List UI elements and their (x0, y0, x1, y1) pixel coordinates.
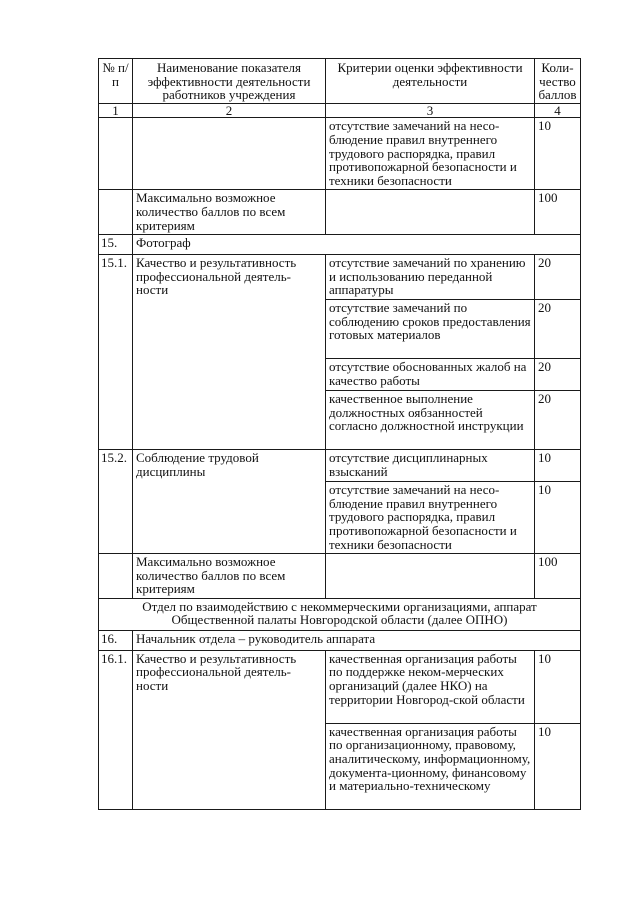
empty-cell (326, 554, 535, 599)
score-cell: 20 (535, 300, 581, 359)
department-title: Отдел по взаимодействию с некоммерческими организациями, аппарат Общественной палаты Новгородской области (далее ОПНО) (99, 598, 581, 630)
score-cell: 10 (535, 482, 581, 554)
criterion-cell: качественное выполнение должностных оябзанностей согласно должностной инструкции (326, 391, 535, 450)
criterion-cell: отсутствие дисциплинарных взысканий (326, 450, 535, 482)
department-row (99, 598, 581, 630)
item-number: 16.1. (99, 650, 133, 809)
criterion-cell: отсутствие замечаний на несо-блюдение правил внутреннего трудового распорядка, правил противопожарной безопасности и техники безопасности (326, 118, 535, 190)
table-row (99, 650, 581, 723)
score-cell: 100 (535, 554, 581, 599)
header-row (99, 59, 581, 104)
indicator-cell: Соблюдение трудовой дисциплины (133, 450, 326, 554)
empty-cell (99, 190, 133, 235)
header-indicator: Наименование показателя эффективности деятельности работников учреждения (133, 59, 326, 104)
table-row (99, 118, 581, 190)
score-cell: 100 (535, 190, 581, 235)
item-number: 15.2. (99, 450, 133, 554)
section-number: 15. (99, 235, 133, 255)
indicator-cell: Качество и результативность профессиональной деятель-ности (133, 650, 326, 809)
empty-cell (133, 118, 326, 190)
empty-cell (99, 118, 133, 190)
section-number: 16. (99, 630, 133, 650)
criterion-cell: отсутствие обоснованных жалоб на качество работы (326, 359, 535, 391)
item-number: 15.1. (99, 255, 133, 450)
score-cell: 10 (535, 118, 581, 190)
table-row (99, 554, 581, 599)
criterion-cell: отсутствие замечаний на несо-блюдение правил внутреннего трудового распорядка, правил противопожарной безопасности и техники безопасности (326, 482, 535, 554)
header-score: Коли-чество баллов (535, 59, 581, 104)
performance-criteria-table (98, 58, 581, 810)
score-cell: 20 (535, 255, 581, 300)
header-number: № п/п (99, 59, 133, 104)
score-cell: 10 (535, 723, 581, 809)
section-row (99, 630, 581, 650)
indicator-cell: Максимально возможное количество баллов по всем критериям (133, 554, 326, 599)
column-number-4: 4 (535, 103, 581, 118)
criterion-cell: отсутствие замечаний по соблюдению сроков предоставления готовых материалов (326, 300, 535, 359)
column-number-row (99, 103, 581, 118)
criterion-cell: отсутствие замечаний по хранению и использованию переданной аппаратуры (326, 255, 535, 300)
score-cell: 20 (535, 359, 581, 391)
column-number-1: 1 (99, 103, 133, 118)
score-cell: 10 (535, 650, 581, 723)
column-number-2: 2 (133, 103, 326, 118)
empty-cell (99, 554, 133, 599)
section-title: Начальник отдела – руководитель аппарата (133, 630, 581, 650)
table-row (99, 190, 581, 235)
section-row (99, 235, 581, 255)
score-cell: 10 (535, 450, 581, 482)
column-number-3: 3 (326, 103, 535, 118)
empty-cell (326, 190, 535, 235)
table-row (99, 255, 581, 300)
score-cell: 20 (535, 391, 581, 450)
table-row (99, 450, 581, 482)
indicator-cell: Качество и результативность профессиональной деятель-ности (133, 255, 326, 450)
criterion-cell: качественная организация работы по поддержке неком-мерческих организаций (далее НКО) на территории Новгород-ской области (326, 650, 535, 723)
criterion-cell: качественная организация работы по организационному, правовому, аналитическому, информационному, документа-ционному, финансовому и материально-техническому (326, 723, 535, 809)
indicator-cell: Максимально возможное количество баллов по всем критериям (133, 190, 326, 235)
header-criteria: Критерии оценки эффективности деятельности (326, 59, 535, 104)
section-title: Фотограф (133, 235, 581, 255)
